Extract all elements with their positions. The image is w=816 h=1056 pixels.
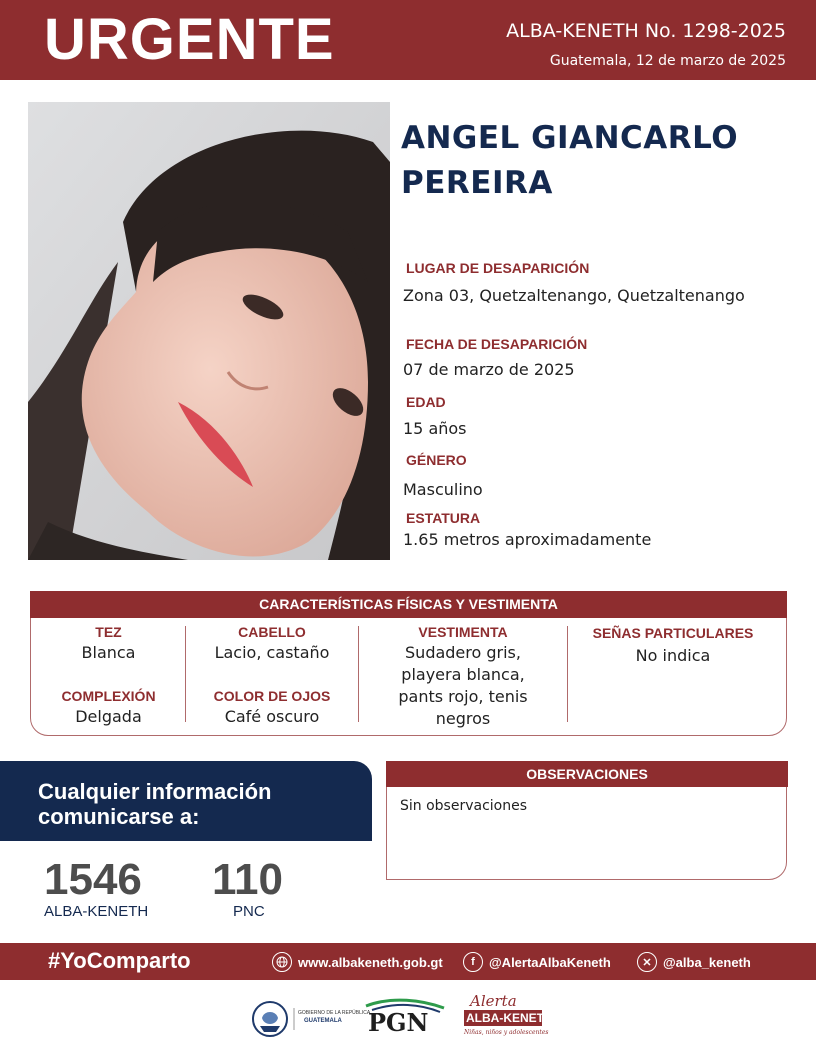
pgn-text: PGN	[368, 1008, 429, 1037]
gob-line1: GOBIERNO DE LA REPÚBLICA	[298, 1010, 371, 1016]
observations-title: OBSERVACIONES	[386, 761, 788, 787]
vestimenta-label: VESTIMENTA	[418, 624, 508, 640]
website-link[interactable]	[272, 951, 443, 973]
estatura-value: 1.65 metros aproximadamente	[403, 530, 652, 549]
x-link[interactable]	[637, 951, 751, 973]
fecha-label: FECHA DE DESAPARICIÓN	[406, 336, 588, 352]
edad-label: EDAD	[406, 394, 446, 410]
cabello-label: CABELLO	[238, 624, 306, 640]
facebook-link[interactable]	[463, 951, 611, 973]
person-name-line2: PEREIRA	[401, 165, 553, 201]
senas-label: SEÑAS PARTICULARES	[592, 625, 754, 641]
missing-person-photo	[28, 102, 390, 560]
alerta-alba-keneth-logo	[462, 992, 553, 1044]
lugar-value: Zona 03, Quetzaltenango, Quetzaltenango	[403, 286, 745, 305]
ojos-label: COLOR DE OJOS	[213, 688, 331, 704]
x-icon: ✕	[637, 952, 657, 972]
vestimenta-line: pants rojo, tenis	[398, 687, 528, 706]
complexion-label: COMPLEXIÓN	[61, 688, 156, 704]
phone-pnc-label: PNC	[233, 903, 265, 920]
gobierno-guatemala-logo	[250, 996, 371, 1042]
observations-text: Sin observaciones	[400, 798, 528, 814]
facebook-text: @AlertaAlbaKeneth	[489, 954, 611, 970]
estatura-label: ESTATURA	[406, 510, 481, 526]
tez-value: Blanca	[81, 643, 136, 662]
pgn-logo	[362, 996, 448, 1042]
vestimenta-value	[359, 642, 567, 730]
x-text: @alba_keneth	[663, 954, 751, 970]
vestimenta-line: Sudadero gris,	[405, 643, 521, 662]
contact-text	[38, 779, 271, 829]
phone-pnc[interactable]: 110	[212, 855, 283, 904]
person-name-line1: ANGEL GIANCARLO	[401, 120, 739, 156]
characteristics-title: CARACTERÍSTICAS FÍSICAS Y VESTIMENTA	[30, 591, 787, 618]
ojos-value: Café oscuro	[224, 707, 320, 726]
facebook-icon: f	[463, 952, 483, 972]
contact-line1: Cualquier información	[38, 779, 272, 804]
person-name	[401, 116, 801, 206]
alerta-word: Alerta	[470, 992, 517, 1010]
alert-date: Guatemala, 12 de marzo de 2025	[549, 53, 786, 69]
website-text: www.albakeneth.gob.gt	[298, 954, 443, 970]
tez-label: TEZ	[95, 624, 122, 640]
contact-line2: comunicarse a:	[38, 804, 200, 829]
gob-line2: GUATEMALA	[304, 1018, 342, 1024]
vestimenta-line: playera blanca,	[401, 665, 525, 684]
phone-alba-keneth-label: ALBA-KENETH	[44, 903, 149, 920]
senas-value: No indica	[635, 646, 711, 665]
cabello-value: Lacio, castaño	[214, 643, 330, 662]
hashtag[interactable]: #YoComparto	[48, 948, 191, 973]
fecha-value: 07 de marzo de 2025	[403, 360, 575, 379]
alert-number: ALBA-KENETH No. 1298-2025	[506, 20, 786, 42]
genero-label: GÉNERO	[406, 452, 467, 468]
alerta-name: ALBA-KENETH	[466, 1011, 553, 1025]
globe-icon	[272, 952, 292, 972]
vestimenta-line: negros	[435, 709, 491, 728]
lugar-label: LUGAR DE DESAPARICIÓN	[406, 260, 590, 276]
alerta-tag: Niñas, niños y adolescentes	[464, 1029, 549, 1036]
complexion-value: Delgada	[75, 707, 142, 726]
edad-value: 15 años	[403, 419, 467, 438]
urgent-title: URGENTE	[44, 7, 335, 72]
phone-alba-keneth[interactable]: 1546	[44, 855, 142, 904]
genero-value: Masculino	[403, 480, 483, 499]
